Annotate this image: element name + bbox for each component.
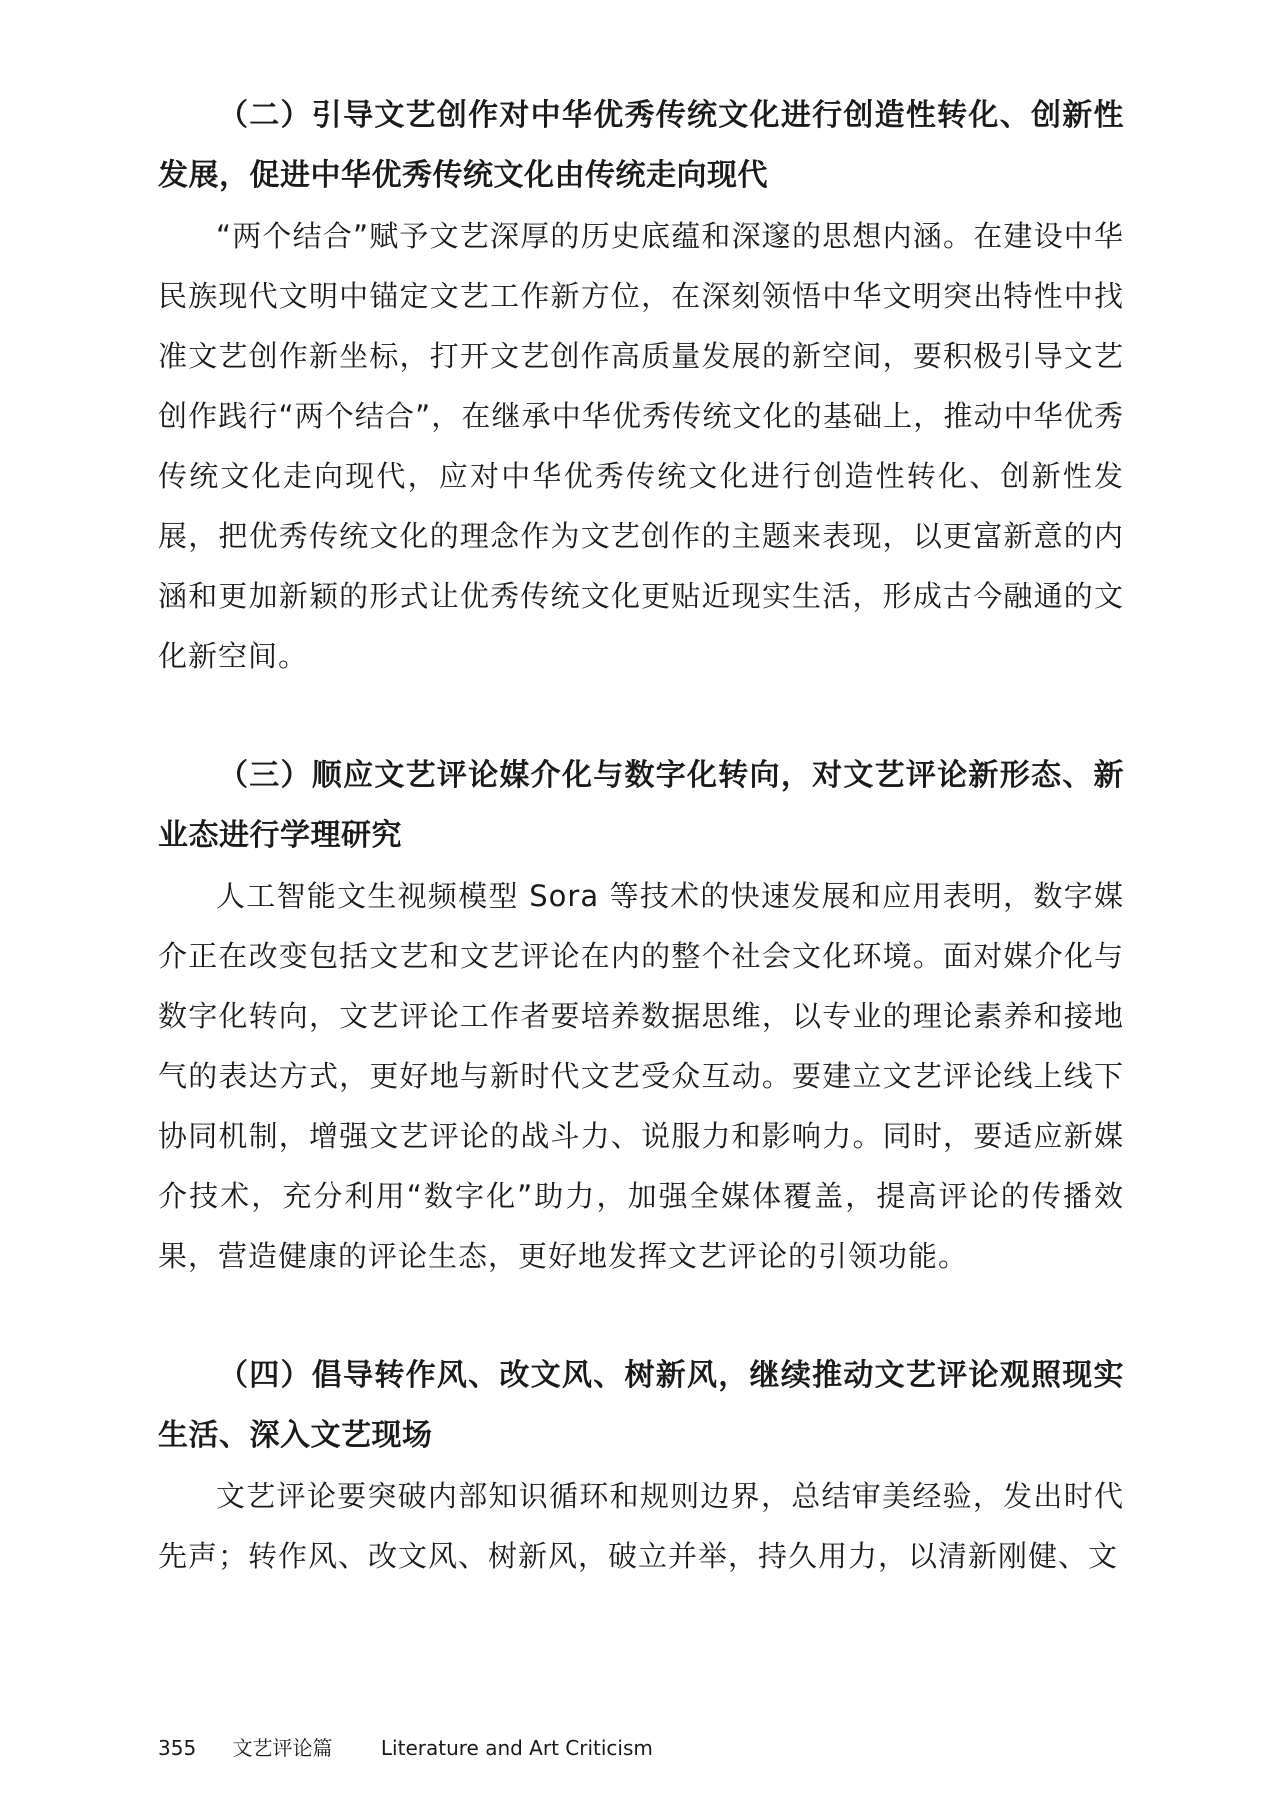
section-2-heading: （二）引导文艺创作对中华优秀传统文化进行创造性转化、创新性发展，促进中华优秀传统文化由传统走向现代 [158,98,1124,193]
section-4-heading: （四）倡导转作风、改文风、树新风，继续推动文艺评论观照现实生活、深入文艺现场 [158,1358,1124,1453]
section-4-paragraph: 文艺评论要突破内部知识循环和规则边界，总结审美经验，发出时代先声；转作风、改文风、树新风，破立并举，持久用力，以清新刚健、文 [158,1479,1124,1573]
footer-section-title-cn: 文艺评论篇 [232,1735,333,1760]
page-number: 355 [158,1735,197,1760]
page-content [158,86,1124,1586]
page-footer [158,1732,653,1762]
section-2-paragraph: “两个结合”赋予文艺深厚的历史底蕴和深邃的思想内涵。在建设中华民族现代文明中锚定文艺工作新方位，在深刻领悟中华文明突出特性中找准文艺创作新坐标，打开文艺创作高质量发展的新空间，要积极引导文艺创作践行“两个结合”，在继承中华优秀传统文化的基础上，推动中华优秀传统文化走向现代，应对中华优秀传统文化进行创造性转化、创新性发展，把优秀传统文化的理念作为文艺创作的主题来表现，以更富新意的内涵和更加新颖的形式让优秀传统文化更贴近现实生活，形成古今融通的文化新空间。 [158,219,1124,673]
section-3-paragraph: 人工智能文生视频模型 Sora 等技术的快速发展和应用表明，数字媒介正在改变包括文艺和文艺评论在内的整个社会文化环境。面对媒介化与数字化转向，文艺评论工作者要培养数据思维，以专业的理论素养和接地气的表达方式，更好地与新时代文艺受众互动。要建立文艺评论线上线下协同机制，增强文艺评论的战斗力、说服力和影响力。同时，要适应新媒介技术，充分利用“数字化”助力，加强全媒体覆盖，提高评论的传播效果，营造健康的评论生态，更好地发挥文艺评论的引领功能。 [158,879,1124,1273]
section-3 [158,746,1124,1286]
section-2 [158,86,1124,686]
footer-section-title-en: Literature and Art Criticism [380,1735,653,1760]
section-3-heading: （三）顺应文艺评论媒介化与数字化转向，对文艺评论新形态、新业态进行学理研究 [158,758,1124,853]
section-4 [158,1346,1124,1586]
